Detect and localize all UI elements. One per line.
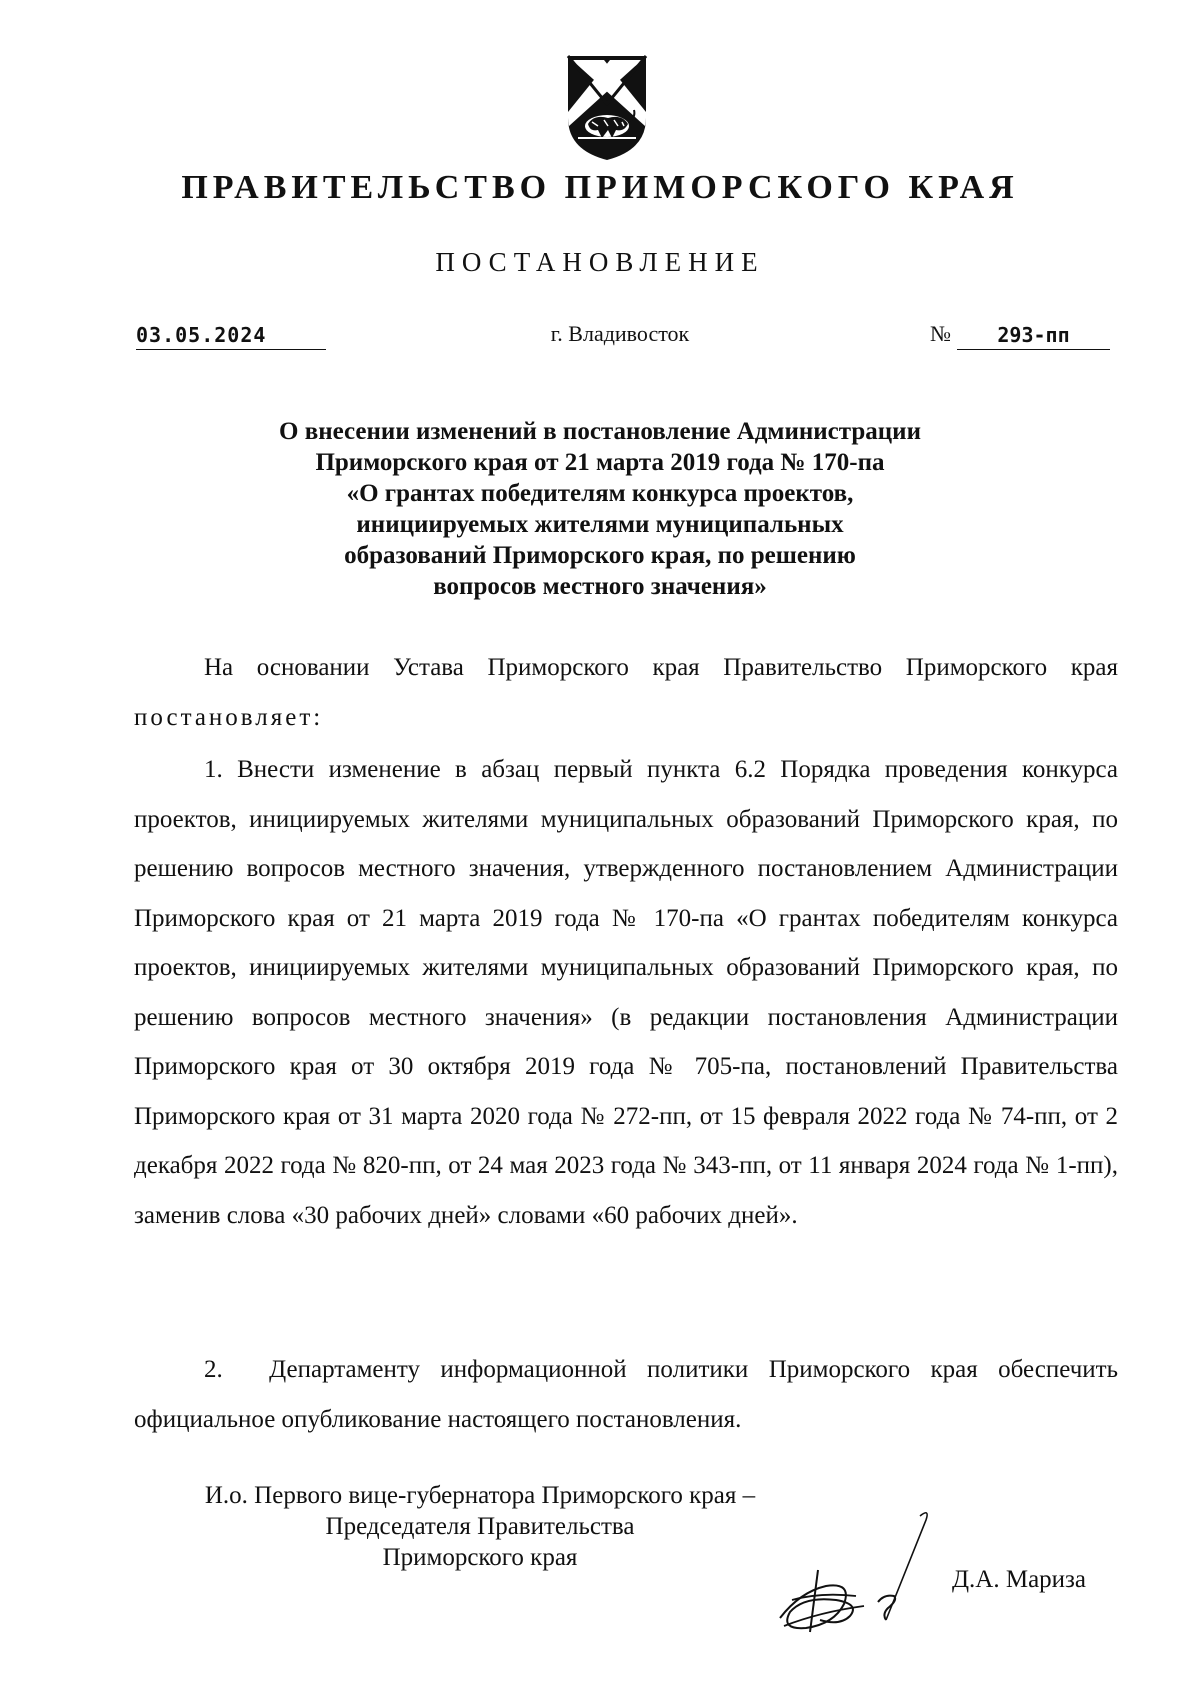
document-date: 03.05.2024 xyxy=(136,322,326,350)
item-2-number: 2. xyxy=(204,1356,223,1383)
document-city: г. Владивосток xyxy=(550,321,690,346)
document-type: ПОСТАНОВЛЕНИЕ xyxy=(435,247,765,277)
number-sign: № xyxy=(930,321,951,346)
item-2-paragraph xyxy=(134,1345,1118,1444)
document-number: 293-пп xyxy=(957,322,1110,350)
item-1-paragraph: 1. Внести изменение в абзац первый пункта 6.2 Порядка проведения конкурса проектов, инициируемых жителями муниципальных образований Приморского края, по решению вопросов местного значения, утвержденного постановлением Администрации Приморского края от 21 марта 2019 года № 170-па «О грантах победителям конкурса проектов, инициируемых жителями муниципальных образований Приморского края, по решению вопросов местного значения» (в редакции постановления Администрации Приморского края от 30 октября 2019 года № 705-па, постановлений Правительства Приморского края от 31 марта 2020 года № 272-пп, от 15 февраля 2022 года № 74-пп, от 2 декабря 2022 года № 820-пп, от 24 мая 2023 года № 343-пп, от 11 января 2024 года № 1-пп), заменив слова «30 рабочих дней» словами «60 рабочих дней». xyxy=(134,756,1118,1229)
preamble-paragraph xyxy=(134,643,1118,742)
heading-line: образований Приморского края, по решению xyxy=(344,542,856,569)
handwritten-signature-icon xyxy=(760,1500,940,1650)
signer-name: Д.А. Мариза xyxy=(952,1566,1087,1593)
document-heading xyxy=(200,416,1000,602)
signatory-position-line: И.о. Первого вице-губернатора Приморского края – xyxy=(204,1482,756,1509)
heading-line: О внесении изменений в постановление Администрации xyxy=(279,418,921,445)
heading-line: Приморского края от 21 марта 2019 года № 170-па xyxy=(315,449,885,476)
signatory-position xyxy=(150,1480,810,1573)
signatory-position-line: Приморского края xyxy=(382,1544,578,1571)
preamble-verb: постановляет: xyxy=(134,703,324,731)
heading-line: «О грантах победителям конкурса проектов, xyxy=(346,480,854,507)
signatory-position-line: Председателя Правительства xyxy=(325,1513,635,1540)
item-2-text: Департаменту информационной политики Приморского края обеспечить официальное опубликование настоящего постановления. xyxy=(134,1356,1118,1433)
government-title: ПРАВИТЕЛЬСТВО ПРИМОРСКОГО КРАЯ xyxy=(181,169,1019,206)
preamble-text: На основании Устава Приморского края Правительство Приморского края xyxy=(204,654,1118,681)
heading-line: инициируемых жителями муниципальных xyxy=(356,511,844,538)
heading-line: вопросов местного значения» xyxy=(433,573,767,600)
coat-of-arms-icon xyxy=(564,52,650,164)
